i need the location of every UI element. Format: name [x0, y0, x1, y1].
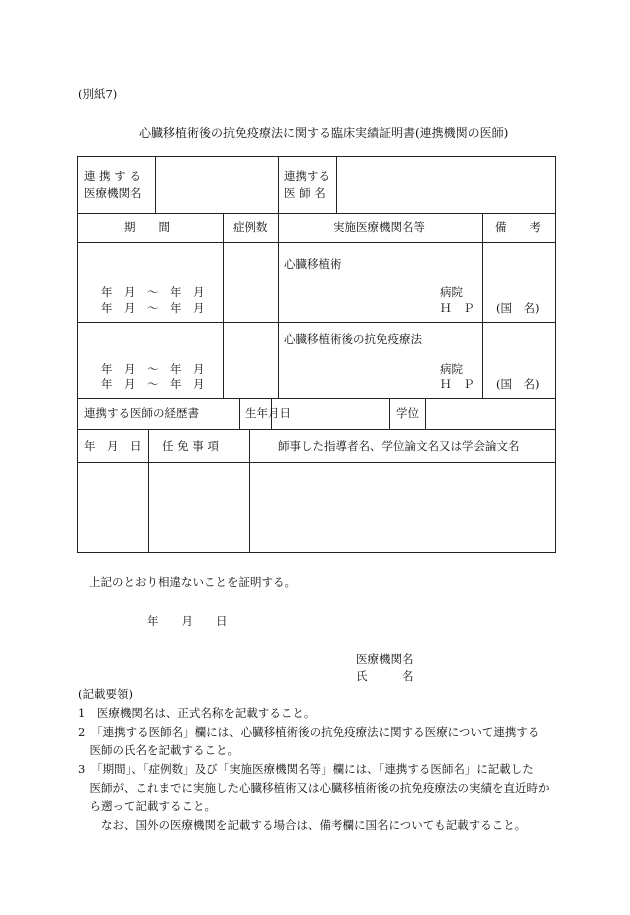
note-line: 3 「期間」、「症例数」及び「実施医療機関名等」欄には、「連携する医師名」に記載した	[78, 762, 534, 776]
birth-date-label: 生年月日	[245, 406, 291, 420]
hospital-label: 病院	[440, 362, 463, 376]
country-note: (国 名)	[496, 301, 540, 315]
career-col-mentor: 師事した指導者名、学位論文名又は学会論文名	[278, 439, 520, 453]
col-divider	[425, 398, 426, 429]
career-label: 連携する医師の経歴書	[84, 406, 199, 420]
col-header-cases: 症例数	[233, 220, 268, 234]
period-range: 年 月 〜 年 月	[101, 362, 205, 376]
facility-label: 連 携 す る	[84, 169, 141, 183]
row-divider	[78, 429, 555, 430]
country-note: (国 名)	[496, 377, 540, 391]
row-divider	[78, 322, 555, 323]
hp-label: Ｈ Ｐ	[440, 301, 475, 315]
career-col-appointment: 任 免 事 項	[162, 439, 219, 453]
certification-statement: 上記のとおり相違ないことを証明する。	[89, 575, 296, 589]
col-header-remarks: 備 考	[495, 220, 541, 234]
col-divider	[223, 213, 224, 398]
hospital-label: 病院	[440, 285, 463, 299]
col-divider	[155, 157, 156, 213]
col-divider	[278, 157, 279, 213]
note-line: なお、国外の医療機関を記載する場合は、備考欄に国名についても記載すること。	[78, 818, 527, 832]
notes-heading: (記載要領)	[78, 687, 133, 701]
col-divider	[239, 398, 240, 429]
note-line: ら遡って記載すること。	[78, 799, 216, 813]
row-divider	[78, 242, 555, 243]
col-divider	[482, 213, 483, 398]
col-divider	[249, 429, 250, 553]
signer-name-label: 氏 名	[356, 669, 414, 683]
document-title: 心臓移植術後の抗免疫療法に関する臨床実績証明書(連携機関の医師)	[139, 126, 509, 140]
note-line: 2 「連携する医師名」欄には、心臓移植術後の抗免疫療法に関する医療について連携する	[78, 725, 540, 739]
treatment-label: 心臓移植術	[284, 257, 342, 271]
col-divider	[336, 157, 337, 213]
treatment-label: 心臓移植術後の抗免疫療法	[284, 332, 422, 346]
note-line: 医師が、これまでに実施した心臓移植術又は心臓移植術後の抗免疫療法の実績を直近時か	[78, 781, 550, 795]
attachment-label: (別紙7)	[78, 87, 118, 101]
facility-name-label: 医療機関名	[356, 652, 414, 666]
hp-label: Ｈ Ｐ	[440, 377, 475, 391]
row-divider	[78, 213, 555, 214]
career-col-date: 年 月 日	[84, 439, 142, 453]
note-line: 1 医療機関名は、正式名称を記載すること。	[78, 706, 316, 720]
period-range: 年 月 〜 年 月	[101, 285, 205, 299]
degree-label: 学位	[396, 406, 419, 420]
doctor-label: 医 師 名	[284, 186, 326, 200]
period-range: 年 月 〜 年 月	[101, 377, 205, 391]
certification-date: 年 月 日	[147, 614, 228, 628]
col-divider	[148, 429, 149, 553]
doctor-label: 連携する	[284, 169, 330, 183]
facility-label: 医療機関名	[84, 186, 142, 200]
col-divider	[278, 213, 279, 398]
col-header-facility: 実施医療機関名等	[333, 220, 425, 234]
col-divider	[389, 398, 390, 429]
col-header-period: 期 間	[124, 220, 170, 234]
certificate-form	[77, 156, 556, 553]
note-line: 医師の氏名を記載すること。	[78, 743, 239, 757]
row-divider	[78, 462, 555, 463]
row-divider	[78, 398, 555, 399]
period-range: 年 月 〜 年 月	[101, 301, 205, 315]
